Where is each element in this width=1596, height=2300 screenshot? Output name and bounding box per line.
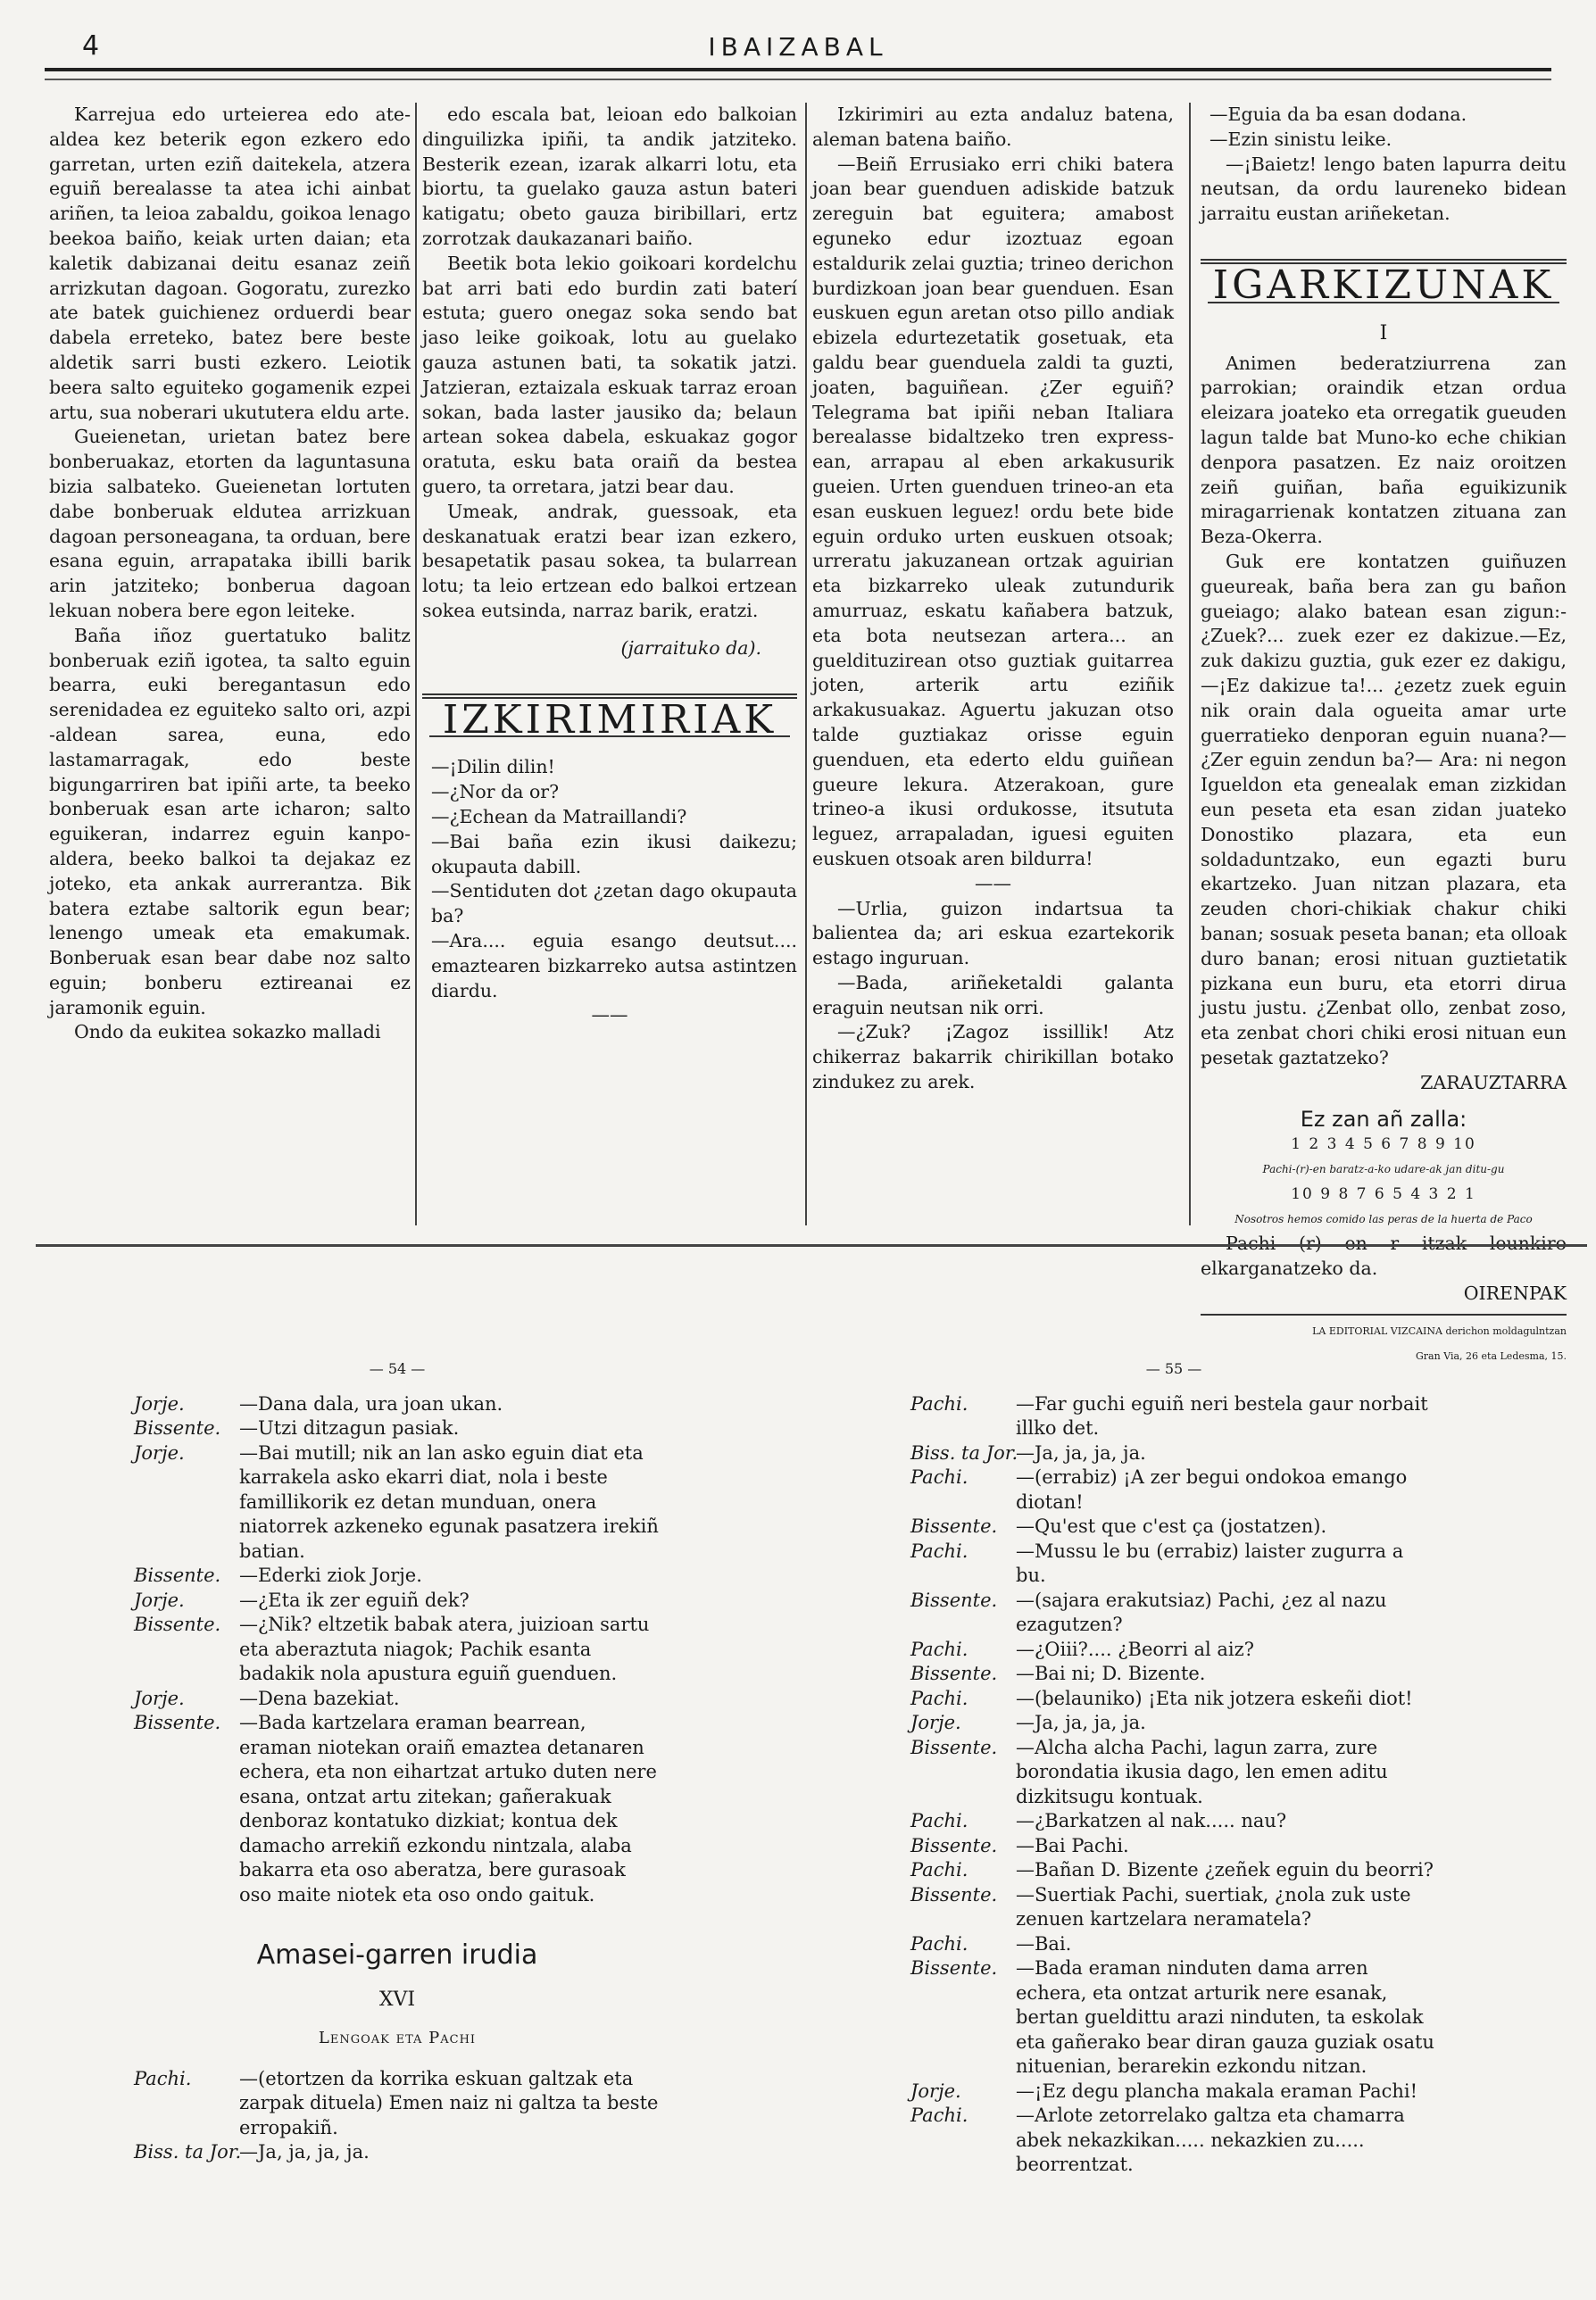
dialogue-text: —Ja, ja, ja, ja. xyxy=(1016,1712,1146,1733)
speaker-name: Pachi. xyxy=(910,1687,968,1709)
masthead-rule xyxy=(45,68,1551,80)
dialogue-text: —(sajara erakutsiaz) Pachi, ¿ez al nazu ezagutzen? xyxy=(1016,1589,1387,1635)
column-4 xyxy=(1201,103,1567,1362)
speaker-name: Bissente. xyxy=(910,1589,998,1611)
scene-heading xyxy=(134,1939,661,2051)
paragraph: Baña iñoz guertatuko balitz bonberuak eziñ igotea, ta salto eguin bearra, euki beregantasun edo serenidadea ez eguiteko salto ori, azpi -aldean sarea, euna, edo lastamarragak, edo beste bigungarriren bat ipiñi arte, ta beeko bonberuak esan arte icharon; salto eguikeran, indarrez eguin kanpo-aldera, beeko balkoi ta dejakaz ez joteko, eta ankak aurrerantza. Bik batera eztabe saltorik egun bear; lenengo umeak eta emakumak. Bonberuak esan bear dabe noz salto eguin; bonberu eztireanai ez jaramonik eguin. xyxy=(49,624,411,1018)
dialogue-line xyxy=(134,1416,661,1441)
speaker-name: Bissente. xyxy=(910,1663,998,1684)
speaker-name: Jorje. xyxy=(134,1392,185,1415)
dialogue-line xyxy=(910,1932,1437,1957)
dialogue-line: —Ara.... eguia esango deutsut.... emaztearen bizkarreko autsa astintzen diardu. xyxy=(431,929,797,1001)
dialogue-line: —¿Nor da or? xyxy=(431,781,560,803)
column-divider xyxy=(805,103,807,1225)
speaker-name: Pachi. xyxy=(910,1392,968,1415)
dialogue-line xyxy=(134,1392,661,1417)
dialogue-line xyxy=(910,1858,1437,1883)
dialogue-line: —Sentiduten dot ¿zetan dago okupauta ba? xyxy=(431,880,797,927)
dialogue-text: —Bada kartzelara eraman bearrean, eraman niotekan oraiñ emaztea detanaren echera, eta non eihartzat artuko duten nere esana, ontzat artu zitekan; gañerakuak denboraz kontatuko dizkiat; kontua dek damacho arrekiñ ezkondu nintzala, alaba bakarra eta oso aberatza, bere gurasoak oso maite niotek eta oso ondo gaituk. xyxy=(239,1712,657,1906)
dialogue-line xyxy=(134,1687,661,1712)
dialogue-line xyxy=(910,1809,1437,1834)
dialogue-text: —Mussu le bu (errabiz) laister zugurra a bu. xyxy=(1016,1540,1404,1586)
paragraph: Gueienetan, urietan batez bere bonberuakaz, etorten da laguntasuna bizia salbateko. Gueienetan lortuten dabe bonberuak eldutea arrizkuan dagoan personeagana, ta orduan, bere esana eguin, arrapataka ibilli barik arin jatziteko; bonberua dagoan lekuan nobera bere egon leiteke. xyxy=(49,426,411,621)
section-header-igarkizunak xyxy=(1201,259,1567,308)
column-divider xyxy=(415,103,417,1225)
dialogue-text: —¿Oiii?.... ¿Beorri al aiz? xyxy=(1016,1638,1254,1660)
dialogue-line xyxy=(910,1883,1437,1932)
dialogue-text: —Arlote zetorrelako galtza eta chamarra abek nekazkikan..... nekazkien zu..... beorrentzat. xyxy=(1016,2105,1405,2175)
dialogue-text: —(errabiz) ¡A zer begui ondokoa emango diotan! xyxy=(1016,1466,1408,1513)
puzzle-signature: OIRENPAK xyxy=(1463,1283,1567,1305)
dialogue-text: —Far guchi eguiñ neri bestela gaur norbait illko det. xyxy=(1016,1392,1428,1439)
dialogue-text: —Bai mutill; nik an lan asko eguin diat eta karrakela asko ekarri diat, nola i beste famillikorik ez detan munduan, onera niatorrek azkeneko egunak pasatzera irekiñ batian. xyxy=(239,1441,659,1562)
paragraph: Ondo da eukitea sokazko malladi xyxy=(74,1021,381,1043)
scene-title: Amasei-garren irudia xyxy=(256,1939,538,1971)
speaker-name: Jorje. xyxy=(134,1589,185,1611)
dialogue-line xyxy=(910,1638,1437,1663)
imprint-line: Gran Via, 26 eta Ledesma, 15. xyxy=(1416,1349,1567,1362)
speaker-name: Bissente. xyxy=(910,1834,998,1856)
puzzle-answer: Pachi (r) en r itzak leunkiro elkarganatzeko da. xyxy=(1201,1233,1567,1280)
dialogue-text: —Dena bazekiat. xyxy=(239,1687,400,1709)
speaker-name: Pachi. xyxy=(910,1932,968,1955)
speaker-name: Bissente. xyxy=(910,1736,998,1758)
dialogue-line xyxy=(910,1662,1437,1687)
scene-number: XVI xyxy=(378,1988,416,2011)
speaker-name: Pachi. xyxy=(910,1466,968,1488)
dialogue-line xyxy=(910,1515,1437,1540)
speaker-name: Jorje. xyxy=(910,2080,961,2102)
paragraph: —Urlia, guizon indartsua ta balientea da; ari eskua ezartekorik estago inguruan. xyxy=(812,897,1174,969)
dialogue-text: —Alcha alcha Pachi, lagun zarra, zure borondatia ikusia dago, len emen aditu dizkitsugu kontuak. xyxy=(1016,1736,1388,1807)
paragraph: Beetik bota lekio goikoari kordelchu bat arri bati edo burdin zati baterí estuta; guero onegaz soka sendo bat jaso leike goikoak, lotu au guelako gauza astunen bati, ta sokatik jatzi. Jatzieran, eztaizala eskuak tarraz eroan sokan, bada laster jausiko da; belaun artean sokea dabela, eskuakaz gogor oratuta, esku bata oraiñ da bestea guero, ta orretara, jatzi bear dau. xyxy=(422,252,797,497)
dialogue-text: —Utzi ditzagun pasiak. xyxy=(239,1417,460,1439)
speaker-name: Bissente. xyxy=(910,1957,998,1979)
paragraph: Izkirimiri au ezta andaluz batena, aleman batena baiño. xyxy=(812,104,1174,150)
paragraph: Animen bederatziurrena zan parrokian; oraindik etzan ordua eleizara joateko eta orregatik gueuden lagun talde bat Muno-ko eche chikian denpora pasatzen. Ez naiz oroitzen zeiñ guiñan, baña eguikizunik miragarrienak kontatzen zituana zan Beza-Okerra. xyxy=(1201,352,1567,548)
paragraph: Umeak, andrak, guessoak, eta deskanatuak eratzi bear izan ezkero, besapetatik pasau sokea, ta bularrean lotu; ta leio ertzean edo balkoi ertzean sokea eutsinda, narraz barik, eratzi. xyxy=(422,500,797,621)
dialogue-text: —Bai. xyxy=(1016,1932,1072,1955)
continuation-note: (jarraituko da). xyxy=(620,636,761,659)
dialogue-text: —Qu'est que c'est ça (jostatzen). xyxy=(1016,1515,1327,1537)
dialogue-line xyxy=(910,2080,1437,2105)
speaker-name: Pachi. xyxy=(910,1810,968,1831)
dialogue-line xyxy=(910,2104,1437,2178)
speaker-name: Bissente. xyxy=(134,1712,221,1733)
inline-dash: —— xyxy=(975,872,1011,894)
dialogue-text: —Bai ni; D. Bizente. xyxy=(1016,1663,1206,1684)
dialogue-line: —¿Echean da Matraillandi? xyxy=(431,805,687,827)
book-page-number: — 54 — xyxy=(369,1360,426,1377)
column-1 xyxy=(49,103,411,1209)
paragraph: —Beiñ Errusiako erri chiki batera joan bear guenduen adiskide batzuk zereguin bat eguitera; amabost eguneko edur izoztuaz egoan estaldurik zelai guztia; trineo derichon burdizkoan joan bear guenduen. Esan euskuen egun aretan otso pillo andiak ebizela edurtezetatik gosetuak, eta galdu bear guenduela zaldi ta guzti, joaten, baguiñean. ¿Zer eguiñ? Telegrama bat ipiñi neban Italiara berealasse bidaltzeko tren express-ean, arrapau al eben arkakusurik gueien. Urten guenduen trineo-an eta esan euskuen leguez! ordu bete bide eguin orduko urten euskuen otsoak; urreratu jakuzanean ortzak aguirian eta bizkarreko uleak zutundurik amurruaz, eskatu kañabera batzuk, eta bota neutsezan artera... an gueldituzirean otso guztiak guitarrea joten, arterik artu eziñik arkakusuakaz. Aguertu jakuzan otso talde guztiakaz orisse eguin guenduen, eta ederto eldu guiñean gueure lekura. Atzerakoan, gure trineo-a ikusi ordukosse, itsututa leguez, arrapaladan, iguesi eguiten euskuen otsoak aren bildurra! xyxy=(812,153,1174,869)
dialogue-line xyxy=(910,1956,1437,2080)
page-divider xyxy=(36,1244,1587,1247)
dialogue-text: —¿Nik? eltzetik babak atera, juizioan sartu eta aberaztuta niagok; Pachik esanta badakik nola apustura eguiñ guenduen. xyxy=(239,1614,650,1684)
dialogue-text: —¿Eta ik zer eguiñ dek? xyxy=(239,1589,470,1611)
speaker-name: Pachi. xyxy=(910,1859,968,1881)
puzzle-answer-box xyxy=(1201,1108,1567,1232)
puzzle-numbers-bottom: 10 9 8 7 6 5 4 3 2 1 xyxy=(1291,1184,1476,1203)
column-2 xyxy=(422,103,797,1209)
dialogue-line xyxy=(910,1466,1437,1515)
section-title: IGARKIZUNAK xyxy=(1208,273,1559,303)
dialogue-text: —(etortzen da korrika eskuan galtzak eta zarpak dituela) Emen naiz ni galtza ta beste erropakiñ. xyxy=(239,2067,659,2138)
dialogue-line xyxy=(910,1589,1437,1638)
book-page-55 xyxy=(910,1357,1437,2178)
dialogue-line xyxy=(910,1392,1437,1441)
signature: ZARAUZTARRA xyxy=(1420,1071,1567,1093)
dialogue-line xyxy=(134,1589,661,1614)
speaker-name: Bissente. xyxy=(910,1515,998,1537)
speaker-name: Biss. ta Jor. xyxy=(910,1441,1018,1464)
page-number: 4 xyxy=(82,30,100,62)
dialogue-line: —¡Dilin dilin! xyxy=(431,756,555,778)
speaker-name: Bissente. xyxy=(134,1565,221,1586)
dialogue-text: —Dana dala, ura joan ukan. xyxy=(239,1392,503,1415)
dialogue-text: —Suertiak Pachi, suertiak, ¿nola zuk uste zenuen kartzelara neramatela? xyxy=(1016,1883,1411,1930)
article-columns xyxy=(49,103,1567,1362)
speaker-name: Pachi. xyxy=(910,2105,968,2126)
imprint-line: LA EDITORIAL VIZCAINA derichon moldagulntzan xyxy=(1312,1324,1567,1337)
dialogue-line xyxy=(910,1540,1437,1589)
dialogue-line xyxy=(910,1687,1437,1712)
speaker-name: Jorje. xyxy=(134,1687,185,1709)
dialogue-line xyxy=(134,1711,661,1907)
dialogue-line xyxy=(134,2067,661,2141)
puzzle-numbers-top: 1 2 3 4 5 6 7 8 9 10 xyxy=(1291,1135,1476,1154)
dialogue-line xyxy=(134,1564,661,1589)
dialogue-line xyxy=(134,2140,661,2165)
puzzle-spanish: Nosotros hemos comido las peras de la huerta de Paco xyxy=(1234,1212,1533,1225)
dialogue-text: —Bada eraman ninduten dama arren echera, eta ontzat arturik nere esanak, bertan gueldittu arazi ninduten, ta eskolak eta gañerako bear diran gauza guziak osatu nituenian, berarekin ezkondu nitzan. xyxy=(1016,1957,1434,2077)
speaker-name: Jorje. xyxy=(910,1712,961,1733)
dialogue-line: —Ezin sinistu leike. xyxy=(1209,128,1392,150)
speaker-name: Pachi. xyxy=(910,1540,968,1562)
paragraph: —Bada, ariñeketaldi galanta eraguin neutsan nik orri. xyxy=(812,971,1174,1018)
column-divider xyxy=(1189,103,1191,1225)
scene-characters: Lengoak eta Pachi xyxy=(318,2029,477,2047)
speaker-name: Jorje. xyxy=(134,1441,185,1464)
dialogue-line xyxy=(910,1834,1437,1859)
paragraph: —¿Zuk? ¡Zagoz issillik! Atz chikerraz bakarrik chirikillan botako zindukez zu arek. xyxy=(812,1021,1174,1093)
dialogue-line: —Eguia da ba esan dodana. xyxy=(1209,104,1467,125)
speaker-name: Bissente. xyxy=(134,1614,221,1635)
dialogue-text: —¿Barkatzen al nak..... nau? xyxy=(1016,1810,1287,1831)
puzzle-words: Pachi-(r)-en baratz-a-ko udare-ak jan ditu-gu xyxy=(1262,1163,1505,1176)
dialogue-text: —¡Ez degu plancha makala eraman Pachi! xyxy=(1016,2080,1418,2102)
book-page-number: — 55 — xyxy=(1145,1360,1202,1377)
section-header-izkirimiriak xyxy=(422,693,797,743)
speaker-name: Bissente. xyxy=(910,1883,998,1906)
dialogue-line xyxy=(910,1711,1437,1736)
dialogue-text: —Ederki ziok Jorje. xyxy=(239,1565,422,1586)
paragraph: Guk ere kontatzen guiñuzen gueureak, baña bera zan gu bañon gueiago; alako batean esan zigun:-¿Zuek?... zuek ezer ez dakizue.—Ez, zuk dakizu guztia, guk ezer ez dakigu,—¡Ez dakizue ta!... ¿ezetz zuek eguin nik orain dala ogueita amar urte guerratieko denporan eguin nuana?—¿Zer eguin zendun ba?— Ara: ni negon Igueldon eta genealak eman zizkidan eun peseta eta esan zidan juateko Donostiko plazara, eta eun soldaduntzako, eun egazti buru ekartzeko. Juan nitzan plazara, eta zeuden chori-chikiak chakur chiki banan; sosuak peseta banan; eta olloak duro banan; erosi nituan guztietatik pizkana eun buru, eta etorri dirua justu justu. ¿Zenbat ollo, zenbat zoso, eta zenbat chori chiki erosi nituan eun pesetak gaztatzeko? xyxy=(1201,550,1567,1068)
puzzle-title: Ez zan añ zalla: xyxy=(1300,1107,1467,1133)
end-mark: —— xyxy=(591,1004,628,1026)
dialogue-line xyxy=(910,1441,1437,1466)
dialogue-text: —(belauniko) ¡Eta nik jotzera eskeñi diot! xyxy=(1016,1687,1413,1709)
speaker-name: Pachi. xyxy=(910,1638,968,1660)
speaker-name: Biss. ta Jor. xyxy=(134,2141,242,2163)
masthead xyxy=(36,25,1560,70)
speaker-name: Bissente. xyxy=(134,1417,221,1439)
dialogue-line: —Bai baña ezin ikusi daikezu; okupauta dabill. xyxy=(431,830,797,877)
speaker-name: Pachi. xyxy=(134,2067,192,2089)
paragraph: edo escala bat, leioan edo balkoian dinguilizka ipiñi, ta andik jatziteko. Besterik ezean, izarak alkarri lotu, eta biortu, ta guelako gauza astun bateri katigatu; obeto gauza biribillari, ertz zorrotzak daukazanari baiño. xyxy=(422,104,797,249)
dialogue-list xyxy=(134,2067,661,2165)
section-title: IZKIRIMIRIAK xyxy=(429,708,789,738)
dialogue-text: —Bai Pachi. xyxy=(1016,1834,1129,1856)
dialogue-line xyxy=(134,1613,661,1687)
book-page-54 xyxy=(134,1357,661,2165)
column-3 xyxy=(812,103,1174,1209)
dialogue-line xyxy=(910,1736,1437,1810)
dialogue-line xyxy=(134,1441,661,1565)
paragraph: Karrejua edo urteierea edo ate-aldea kez beterik egon ezkero edo garretan, urten eziñ daitekela, atzera eguiñ berealasse ta atea ichi ainbat ariñen, ta leioa zabaldu, goikoa lenago beekoa baiño, keiak urten daian; eta kaletik dabizanai deitu esanaz zeiñ arrizkutan dagoan. Gogoratu, zurezko ate batek guichienez orduerdi bear dabela erreteko, batez bere beste aldetik sarri busti ezkero. Leiotik beera salto eguiteko gogamenik ezpei artu, sua noberari ukututera eldu arte. xyxy=(49,104,411,423)
section-numeral: I xyxy=(1379,321,1388,345)
dialogue-line: —¡Baietz! lengo baten lapurra deitu neutsan, da ordu laureneko bidean jarraitu eustan ariñeketan. xyxy=(1201,153,1567,225)
dialogue-list xyxy=(910,1392,1437,2178)
newspaper-title: IBAIZABAL xyxy=(708,32,888,62)
dialogue-text: —Ja, ja, ja, ja. xyxy=(1016,1441,1146,1464)
dialogue-text: —Bañan D. Bizente ¿zeñek eguin du beorri? xyxy=(1016,1859,1434,1881)
dialogue-text: —Ja, ja, ja, ja. xyxy=(239,2141,370,2163)
dialogue-list xyxy=(134,1392,661,1908)
